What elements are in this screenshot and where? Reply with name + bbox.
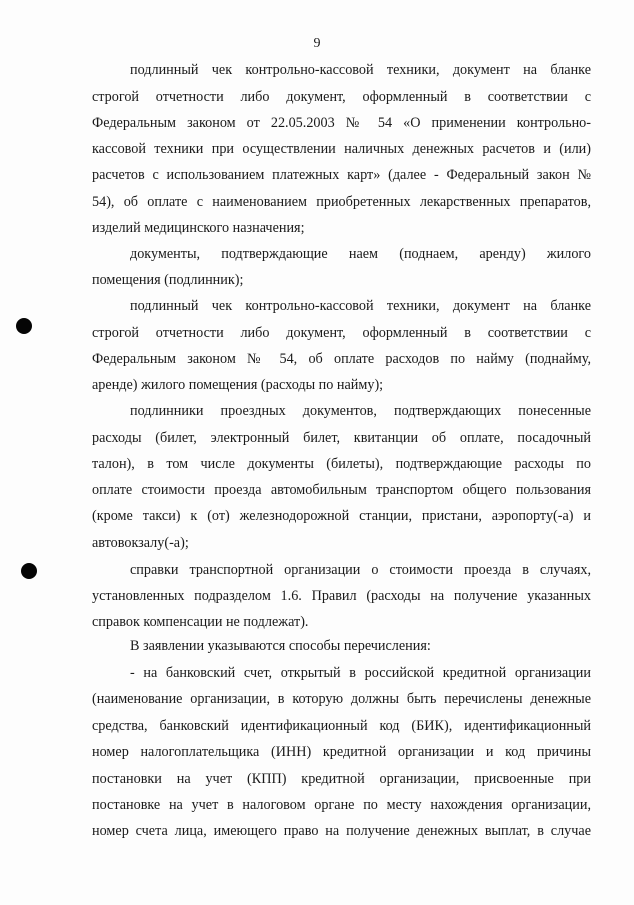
text-line: строгой отчетности либо документ, оформленный в соответствии с (92, 89, 591, 105)
text-line: справок компенсации не подлежат). (92, 614, 309, 630)
text-line: документы, подтверждающие наем (поднаем, аренду) жилого (130, 246, 591, 262)
text-line: изделий медицинского назначения; (92, 220, 305, 236)
text-line: постановке на учет в налоговом органе по месту нахождения организации, (92, 797, 591, 813)
text-line: средства, банковский идентификационный код (БИК), идентификационный (92, 718, 591, 734)
text-line: номер налогоплательщика (ИНН) кредитной организации и код причины (92, 744, 591, 760)
text-line: талон), в том числе документы (билеты), подтверждающие расходы по (92, 456, 591, 472)
text-line: (кроме такси) к (от) железнодорожной станции, пристани, аэропорту(-а) и (92, 508, 591, 524)
text-line: подлинный чек контрольно-кассовой техники, документ на бланке (130, 298, 591, 314)
text-line: аренде) жилого помещения (расходы по найму); (92, 377, 384, 393)
text-line: номер счета лица, имеющего право на получение денежных выплат, в случае (92, 823, 591, 839)
text-line: кассовой техники при осуществлении наличных денежных расчетов и (или) (92, 141, 591, 157)
text-line: В заявлении указываются способы перечисления: (130, 638, 431, 654)
text-line: подлинники проездных документов, подтверждающих понесенные (130, 403, 591, 419)
text-line: строгой отчетности либо документ, оформленный в соответствии с (92, 325, 591, 341)
text-line: постановки на учет (КПП) кредитной организации, присвоенные при (92, 771, 591, 787)
text-line: расходы (билет, электронный билет, квитанции об оплате, посадочный (92, 430, 591, 446)
text-line: подлинный чек контрольно-кассовой техники, документ на бланке (130, 62, 591, 78)
text-line: помещения (подлинник); (92, 272, 244, 288)
text-line: справки транспортной организации о стоимости проезда в случаях, (130, 562, 591, 578)
punch-hole-upper (16, 318, 32, 334)
text-line: автовокзалу(-а); (92, 535, 189, 551)
text-line: расчетов с использованием платежных карт» (далее - Федеральный закон № (92, 167, 591, 183)
punch-hole-lower (21, 563, 37, 579)
text-line: оплате стоимости проезда автомобильным транспортом общего пользования (92, 482, 591, 498)
text-line: установленных подразделом 1.6. Правил (расходы на получение указанных (92, 588, 591, 604)
text-line: - на банковский счет, открытый в российской кредитной организации (130, 665, 591, 681)
text-line: Федеральным законом № 54, об оплате расходов по найму (поднайму, (92, 351, 591, 367)
text-line: 54), об оплате с наименованием приобретенных лекарственных препаратов, (92, 194, 591, 210)
text-line: Федеральным законом от 22.05.2003 № 54 «О применении контрольно- (92, 115, 591, 131)
page-number: 9 (313, 36, 321, 51)
text-line: (наименование организации, в которую должны быть перечислены денежные (92, 691, 591, 707)
